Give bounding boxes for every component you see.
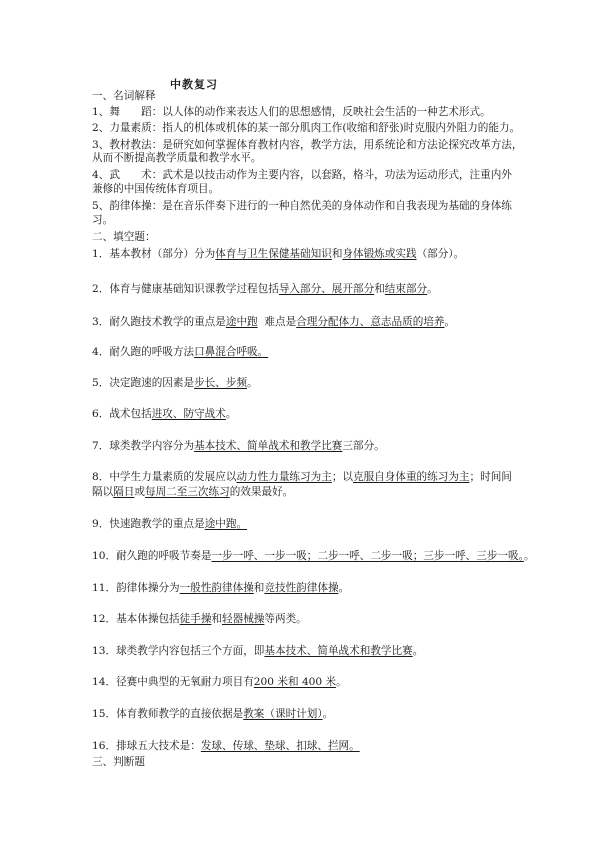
question-text: 和 <box>253 582 265 594</box>
question-9 <box>92 518 522 531</box>
answer: 基本技术、简单战术和教学比赛 <box>194 440 343 452</box>
question-text: 11．韵律体操分为 <box>92 582 180 594</box>
answer: 体育与卫生保健基础知识 <box>215 248 332 260</box>
answer: 徒手操 <box>179 613 212 625</box>
question-8-line1 <box>92 471 522 484</box>
answer: 每周二至三次练习 <box>144 486 230 498</box>
term-dance: 1、舞 蹈：以人体的动作来表达人们的思想感情，反映社会生活的一种艺术形式。 <box>92 106 491 118</box>
question-text: 10．耐久跑的呼吸节奏是 <box>92 550 212 562</box>
question-text: ；以 <box>331 471 353 483</box>
answer: 200 米和 400 米 <box>253 676 337 688</box>
question-text: 隔以 <box>92 486 114 498</box>
question-text: 2．体育与健康基础知识课教学过程包括 <box>92 283 279 295</box>
section-heading-fill: 二、填空题： <box>92 231 156 243</box>
question-6 <box>92 408 522 421</box>
answer: 隔日 <box>113 486 135 498</box>
question-text: 或 <box>134 486 145 498</box>
question-text: 三部分。 <box>342 440 385 452</box>
question-5 <box>92 377 522 390</box>
question-text: 等两类。 <box>264 613 307 625</box>
question-text: 和 <box>211 613 223 625</box>
question-text: 1．基本教材（部分）分为 <box>92 248 216 260</box>
question-text: ；时间间 <box>469 471 512 483</box>
question-text: 难点是 <box>257 316 297 328</box>
question-3 <box>92 316 522 329</box>
answer: 途中跑 <box>225 316 258 328</box>
question-text: 和 <box>331 248 343 260</box>
question-text: 。 <box>225 408 237 420</box>
term-teaching-method-line2: 从而不断提高教学质量和教学水平。 <box>92 152 262 164</box>
answer: 轻器械操 <box>222 613 265 625</box>
answer: 结束部分 <box>384 283 428 295</box>
term-strength: 2、力量素质：指人的机体或机体的某一部分肌肉工作(收缩和舒张)时克服内外阻力的能力。 <box>92 122 521 134</box>
question-8-line2 <box>92 486 522 499</box>
question-text: 14．径赛中典型的无氧耐力项目有 <box>92 676 254 688</box>
question-text: 。 <box>338 582 350 594</box>
question-12 <box>92 613 522 626</box>
question-text: 的效果最好。 <box>229 486 294 498</box>
question-text: 。 <box>444 316 456 328</box>
question-text: 。 <box>412 645 424 657</box>
answer: 进攻、防守战术 <box>151 408 226 420</box>
answer: 竞技性韵律体操 <box>264 582 339 594</box>
question-text: 。 <box>247 377 258 389</box>
question-4 <box>92 346 522 359</box>
question-text: 。 <box>336 676 347 688</box>
question-text: 和 <box>374 283 385 295</box>
term-wushu-line1: 4、武 术：武术是以技击动作为主要内容，以套路，格斗，功法为运动形式，注重内外 <box>92 169 512 181</box>
question-text: 13．球类教学内容包括三个方面，即 <box>92 645 265 657</box>
answer: 合理分配体力、意志品质的培养 <box>296 316 445 328</box>
question-text: 16．排球五大技术是： <box>92 740 201 752</box>
answer: 一般性韵律体操 <box>179 582 254 594</box>
question-2 <box>92 283 522 296</box>
question-text: 4．耐久跑的呼吸方法 <box>92 346 195 358</box>
term-teaching-method-line1: 3、教材教法：是研究如何掌握体育教材内容，教学方法，用系统论和方法论探究改革方法， <box>92 139 523 151</box>
question-7 <box>92 440 522 453</box>
answer: 一步一呼、一步一吸；二步一呼、二步一吸；三步一呼、三步一吸。 <box>211 550 524 562</box>
question-text: 5．决定跑速的因素是 <box>92 377 195 389</box>
question-13 <box>92 645 522 658</box>
question-text: 7．球类教学内容分为 <box>92 440 195 452</box>
question-text: 12．基本体操包括 <box>92 613 180 625</box>
question-text: 。 <box>427 283 438 295</box>
question-text: 8．中学生力量素质的发展应以 <box>92 471 237 483</box>
answer: 基本技术、简单战术和教学比赛 <box>264 645 413 657</box>
question-text: 15．体育教师教学的直接依据是 <box>92 708 244 720</box>
answer: 步长、步频 <box>194 377 248 389</box>
question-text: 3．耐久跑技术教学的重点是 <box>92 316 226 328</box>
answer: 克服自身体重的练习为主 <box>353 471 470 483</box>
question-1 <box>92 248 522 261</box>
question-16 <box>92 740 522 753</box>
answer: 身体锻炼或实践 <box>342 248 417 260</box>
question-11 <box>92 582 522 595</box>
answer: 动力性力量练习为主 <box>236 471 332 483</box>
term-rhythmic-line2: 习。 <box>92 214 114 226</box>
question-text: （部分）。 <box>416 248 465 260</box>
question-text: 。 <box>322 708 334 720</box>
question-10 <box>92 550 535 563</box>
section-heading-terms: 一、名词解释 <box>92 90 156 102</box>
answer: 教案（课时计划） <box>243 708 323 720</box>
page-title: 中教复习 <box>170 78 218 91</box>
term-wushu-line2: 兼修的中国传统体育项目。 <box>92 183 220 195</box>
answer: 途中跑。 <box>204 518 248 530</box>
question-14 <box>92 676 522 689</box>
question-15 <box>92 708 522 721</box>
question-text: 9．快速跑教学的重点是 <box>92 518 205 530</box>
question-text: 。 <box>523 550 535 562</box>
answer: 发球、传球、垫球、扣球、拦网。 <box>200 740 360 752</box>
answer: 导入部分、展开部分 <box>278 283 375 295</box>
answer: 口鼻混合呼吸。 <box>194 346 269 358</box>
term-rhythmic-line1: 5、韵律体操：是在音乐伴奏下进行的一种自然优美的身体动作和自我表现为基础的身体练 <box>92 200 512 212</box>
question-text: 6．战术包括 <box>92 408 152 420</box>
section-heading-judgment: 三、判断题 <box>92 756 145 768</box>
